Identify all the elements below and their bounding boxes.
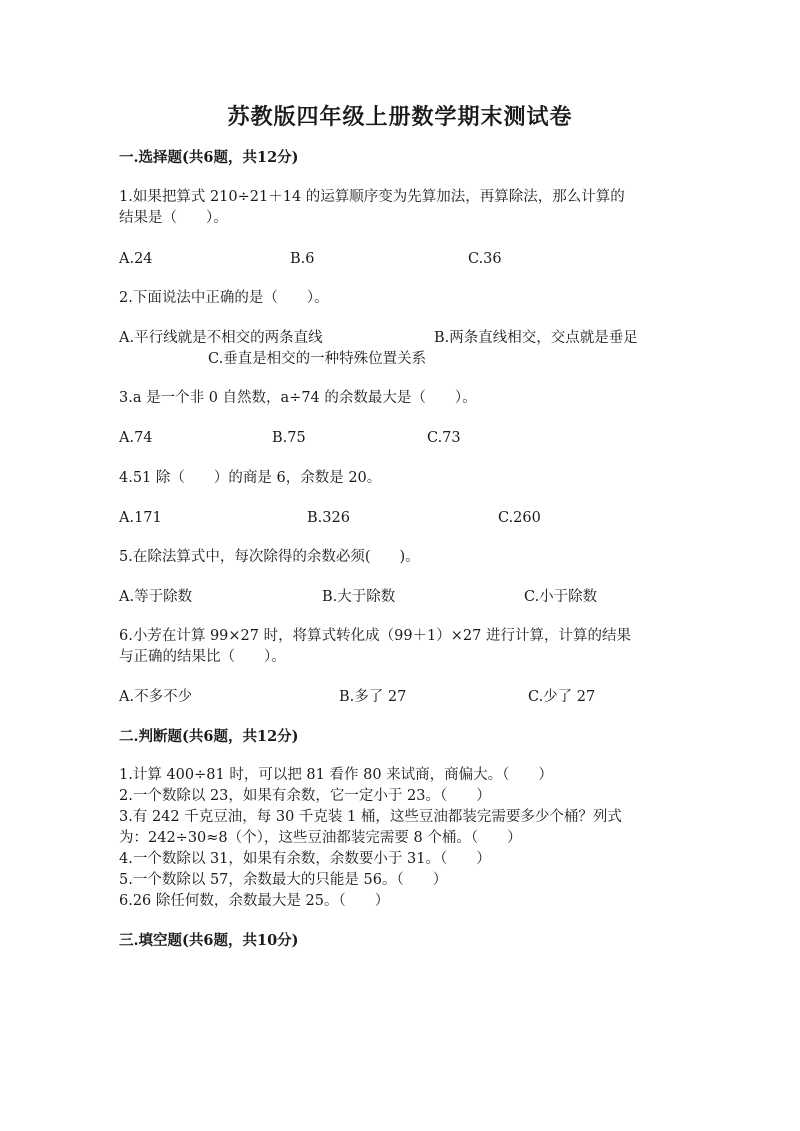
question-4-option-a: A.171 [119, 510, 162, 526]
question-1-option-c: C.36 [468, 251, 502, 267]
question-6-line-2: 与正确的结果比（ ）。 [119, 649, 286, 665]
judgement-line-2: 2.一个数除以 23，如果有余数，它一定小于 23。（ ） [119, 788, 491, 804]
question-5-option-a: A.等于除数 [119, 589, 193, 605]
question-4-option-c: C.260 [498, 510, 541, 526]
section-heading-judgement: 二.判断题(共6题，共12分) [119, 728, 299, 745]
question-1-line-1: 1.如果把算式 210÷21＋14 的运算顺序变为先算加法，再算除法，那么计算的 [119, 189, 625, 205]
question-3-option-c: C.73 [427, 430, 461, 446]
question-1-option-a: A.24 [119, 251, 153, 267]
question-6-option-c: C.少了 27 [528, 689, 596, 705]
judgement-line-7: 6.26 除任何数，余数最大是 25。（ ） [119, 893, 390, 909]
question-1-line-2: 结果是（ ）。 [119, 210, 228, 226]
question-4-option-b: B.326 [307, 510, 350, 526]
question-4-line-1: 4.51 除（ ）的商是 6，余数是 20。 [119, 470, 382, 486]
judgement-line-4: 为：242÷30≈8（个），这些豆油都装完需要 8 个桶。（ ） [119, 830, 522, 846]
question-5-line-1: 5.在除法算式中，每次除得的余数必须( )。 [119, 549, 420, 565]
question-2-option-a: A.平行线就是不相交的两条直线 [119, 330, 323, 346]
question-3-option-a: A.74 [119, 430, 153, 446]
question-6-option-b: B.多了 27 [339, 689, 407, 705]
section-heading-choice: 一.选择题(共6题，共12分) [119, 149, 299, 166]
section-heading-fill-blank: 三.填空题(共6题，共10分) [119, 932, 299, 949]
question-2-option-c: C.垂直是相交的一种特殊位置关系 [208, 351, 427, 367]
question-6-line-1: 6.小芳在计算 99×27 时，将算式转化成（99＋1）×27 进行计算，计算的结果 [119, 628, 631, 644]
question-5-option-c: C.小于除数 [524, 589, 598, 605]
judgement-line-3: 3.有 242 千克豆油，每 30 千克装 1 桶，这些豆油都装完需要多少个桶？列式 [119, 809, 622, 825]
question-3-line-1: 3.a 是一个非 0 自然数，a÷74 的余数最大是（ ）。 [119, 390, 477, 406]
question-2-option-b: B.两条直线相交，交点就是垂足 [434, 330, 638, 346]
question-6-option-a: A.不多不少 [119, 689, 193, 705]
question-1-option-b: B.6 [290, 251, 315, 267]
question-5-option-b: B.大于除数 [322, 589, 396, 605]
judgement-line-6: 5.一个数除以 57，余数最大的只能是 56。（ ） [119, 872, 448, 888]
question-3-option-b: B.75 [272, 430, 306, 446]
page-title: 苏教版四年级上册数学期末测试卷 [227, 104, 573, 130]
judgement-line-5: 4.一个数除以 31，如果有余数，余数要小于 31。（ ） [119, 851, 491, 867]
question-2-line-1: 2.下面说法中正确的是（ ）。 [119, 290, 329, 306]
judgement-line-1: 1.计算 400÷81 时，可以把 81 看作 80 来试商，商偏大。（ ） [119, 767, 553, 783]
